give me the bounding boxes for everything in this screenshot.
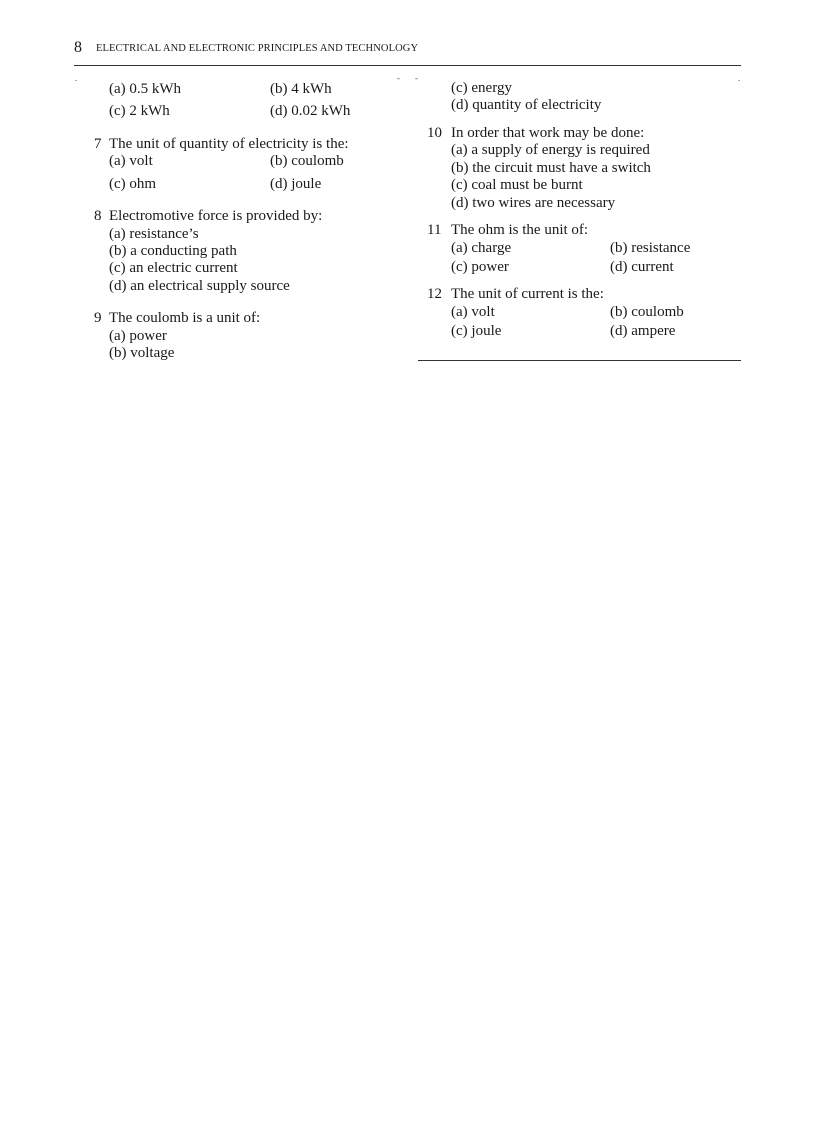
q7-option-b: (b) coulomb (270, 153, 344, 169)
q12-option-d: (d) ampere (610, 323, 676, 339)
q11-option-a: (a) charge (451, 240, 512, 256)
q6-option-c: (c) 2 kWh (109, 103, 170, 119)
q9-option-d: (d) quantity of electricity (451, 97, 602, 113)
question-number: 12 (427, 286, 442, 302)
scan-mark: - (397, 73, 400, 83)
question-text: The ohm is the unit of: (451, 222, 589, 238)
question-number: 8 (94, 208, 102, 224)
q6-option-b: (b) 4 kWh (270, 81, 332, 97)
q8-option-c: (c) an electric current (109, 260, 238, 276)
q8-option-d: (d) an electrical supply source (109, 278, 290, 294)
q11-option-c: (c) power (451, 259, 509, 275)
question-number: 10 (427, 125, 442, 141)
q10-option-c: (c) coal must be burnt (451, 177, 583, 193)
q12-option-c: (c) joule (451, 323, 502, 339)
q8-option-b: (b) a conducting path (109, 243, 237, 259)
question-text: The unit of current is the: (451, 286, 604, 302)
question-text: Electromotive force is provided by: (109, 208, 323, 224)
scan-mark: . (738, 73, 741, 83)
q11-option-b: (b) resistance (610, 240, 691, 256)
q10-option-a: (a) a supply of energy is required (451, 142, 650, 158)
q10-option-b: (b) the circuit must have a switch (451, 160, 651, 176)
running-title: ELECTRICAL AND ELECTRONIC PRINCIPLES AND TECHNOLOGY (96, 43, 419, 54)
q10-option-d: (d) two wires are necessary (451, 195, 616, 211)
page-header (74, 39, 741, 66)
scan-mark: - (415, 73, 418, 83)
section-end-rule (418, 360, 741, 361)
q12-option-a: (a) volt (451, 304, 495, 320)
question-text: In order that work may be done: (451, 125, 645, 141)
scan-mark: . (75, 73, 78, 83)
question-number: 11 (427, 222, 442, 238)
page-number: 8 (74, 39, 82, 56)
q6-option-d: (d) 0.02 kWh (270, 103, 351, 119)
q9-option-c: (c) energy (451, 80, 512, 96)
q11-option-d: (d) current (610, 259, 674, 275)
question-number: 9 (94, 310, 102, 326)
q8-option-a: (a) resistance’s (109, 226, 199, 242)
q7-option-d: (d) joule (270, 176, 322, 192)
q7-option-a: (a) volt (109, 153, 153, 169)
q7-option-c: (c) ohm (109, 176, 157, 192)
question-number: 7 (94, 136, 102, 152)
q9-option-a: (a) power (109, 328, 167, 344)
question-text: The coulomb is a unit of: (109, 310, 261, 326)
q9-option-b: (b) voltage (109, 345, 175, 361)
q12-option-b: (b) coulomb (610, 304, 684, 320)
q6-option-a: (a) 0.5 kWh (109, 81, 182, 97)
question-text: The unit of quantity of electricity is the: (109, 136, 349, 152)
